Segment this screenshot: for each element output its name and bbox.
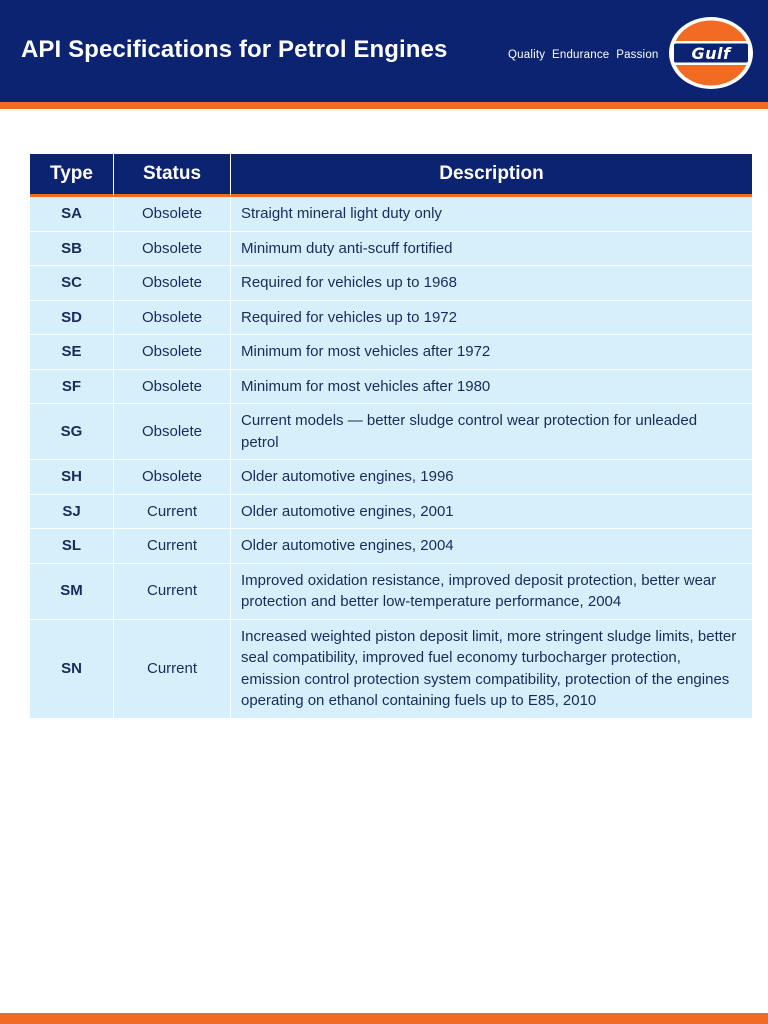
row-status-cell: Current bbox=[114, 620, 231, 719]
row-status-cell: Obsolete bbox=[114, 404, 231, 460]
row-type-cell: SA bbox=[30, 197, 114, 232]
footer-accent-stripe bbox=[0, 1013, 768, 1024]
table-row bbox=[30, 495, 752, 530]
table-row bbox=[30, 197, 752, 232]
row-type-cell: SG bbox=[30, 404, 114, 460]
row-type-cell: SB bbox=[30, 232, 114, 267]
header-bar bbox=[0, 0, 768, 102]
row-type-cell: SJ bbox=[30, 495, 114, 530]
row-description-cell: Older automotive engines, 2004 bbox=[231, 529, 752, 564]
row-description-cell: Minimum for most vehicles after 1980 bbox=[231, 370, 752, 405]
row-type-cell: SE bbox=[30, 335, 114, 370]
row-type-cell: SD bbox=[30, 301, 114, 336]
row-description-cell: Straight mineral light duty only bbox=[231, 197, 752, 232]
table-row bbox=[30, 564, 752, 620]
row-description-cell: Increased weighted piston deposit limit, more stringent sludge limits, better seal compatibility, improved fuel economy turbocharger protection, emission control protection system compatibility, protection of the engines operating on ethanol containing fuels up to E85, 2010 bbox=[231, 620, 752, 719]
column-header-type: Type bbox=[30, 154, 114, 197]
table-row bbox=[30, 529, 752, 564]
row-type-cell: SF bbox=[30, 370, 114, 405]
column-header-description: Description bbox=[231, 154, 752, 197]
row-status-cell: Current bbox=[114, 495, 231, 530]
row-description-cell: Current models — better sludge control wear protection for unleaded petrol bbox=[231, 404, 752, 460]
row-type-cell: SH bbox=[30, 460, 114, 495]
header-accent-stripe bbox=[0, 102, 768, 109]
row-status-cell: Current bbox=[114, 529, 231, 564]
api-spec-table-container bbox=[30, 154, 752, 719]
table-row bbox=[30, 620, 752, 719]
row-description-cell: Older automotive engines, 2001 bbox=[231, 495, 752, 530]
table-header-row bbox=[30, 154, 752, 197]
column-header-status: Status bbox=[114, 154, 231, 197]
row-type-cell: SC bbox=[30, 266, 114, 301]
row-description-cell: Minimum for most vehicles after 1972 bbox=[231, 335, 752, 370]
gulf-logo bbox=[668, 16, 754, 90]
table-row bbox=[30, 404, 752, 460]
row-status-cell: Obsolete bbox=[114, 197, 231, 232]
table-row bbox=[30, 266, 752, 301]
brand-tagline: Quality Endurance Passion bbox=[508, 49, 659, 61]
row-type-cell: SL bbox=[30, 529, 114, 564]
row-status-cell: Obsolete bbox=[114, 266, 231, 301]
table-row bbox=[30, 370, 752, 405]
row-status-cell: Obsolete bbox=[114, 370, 231, 405]
row-type-cell: SN bbox=[30, 620, 114, 719]
api-spec-table bbox=[30, 154, 752, 719]
table-row bbox=[30, 335, 752, 370]
row-description-cell: Required for vehicles up to 1968 bbox=[231, 266, 752, 301]
row-status-cell: Obsolete bbox=[114, 232, 231, 267]
table-row bbox=[30, 232, 752, 267]
row-description-cell: Improved oxidation resistance, improved deposit protection, better wear protection and better low-temperature performance, 2004 bbox=[231, 564, 752, 620]
row-description-cell: Minimum duty anti-scuff fortified bbox=[231, 232, 752, 267]
svg-text:Gulf: Gulf bbox=[691, 44, 731, 63]
row-description-cell: Required for vehicles up to 1972 bbox=[231, 301, 752, 336]
row-type-cell: SM bbox=[30, 564, 114, 620]
row-description-cell: Older automotive engines, 1996 bbox=[231, 460, 752, 495]
row-status-cell: Obsolete bbox=[114, 460, 231, 495]
row-status-cell: Obsolete bbox=[114, 335, 231, 370]
row-status-cell: Current bbox=[114, 564, 231, 620]
table-row bbox=[30, 460, 752, 495]
table-row bbox=[30, 301, 752, 336]
row-status-cell: Obsolete bbox=[114, 301, 231, 336]
page-title: API Specifications for Petrol Engines bbox=[21, 36, 448, 63]
